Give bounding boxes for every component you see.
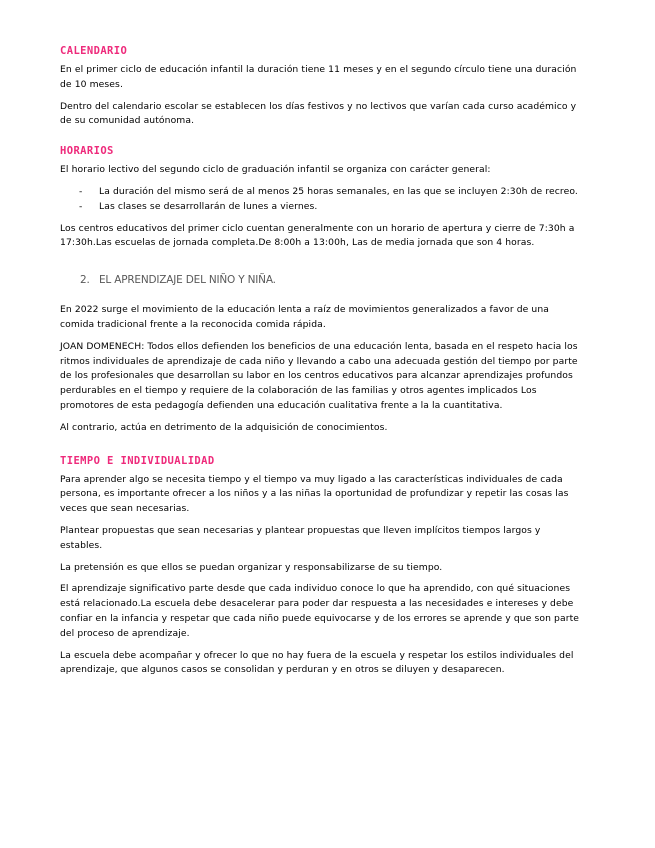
tiempo-paragraph: El aprendizaje significativo parte desde que cada individuo conoce lo que ha aprendido, con qué situaciones está relacionado.La escuela debe desacelerar para poder dar respuesta a las necesidades e intereses y debe confiar en la infancia y respetar que cada niño puede equivocarse y de los errores se aprende y que son parte del proceso de aprendizaje.: [60, 583, 580, 639]
horarios-bullet-list: [60, 185, 580, 215]
heading-calendario: CALENDARIO: [60, 45, 128, 57]
horarios-intro: El horario lectivo del segundo ciclo de graduación infantil se organiza con carácter general:: [60, 164, 491, 176]
calendario-paragraph: Dentro del calendario escolar se establecen los días festivos y no lectivos que varían cada curso académico y de su comunidad autónoma.: [60, 100, 577, 127]
aprendizaje-paragraph: Al contrario, actúa en detrimento de la adquisición de conocimientos.: [60, 421, 388, 433]
heading-horarios: HORARIOS: [60, 145, 114, 158]
list-item-text: Las clases se desarrollarán de lunes a viernes.: [99, 200, 318, 212]
section-horarios: [60, 144, 580, 251]
heading-aprendizaje: [80, 273, 580, 287]
tiempo-paragraph: Para aprender algo se necesita tiempo y el tiempo va muy ligado a las características individuales de cada persona, es importante ofrecer a los niños y a las niñas la oportunidad de profundizar y repetir las cosas las veces que sean necesarias.: [60, 473, 569, 515]
tiempo-paragraph: La pretensión es que ellos se puedan organizar y responsabilizarse de su tiempo.: [60, 561, 443, 573]
tiempo-paragraph: Plantear propuestas que sean necesarias y plantear propuestas que lleven implícitos tiempos largos y estables.: [60, 524, 541, 551]
heading-text: EL APRENDIZAJE DEL NIÑO Y NIÑA.: [99, 274, 276, 287]
aprendizaje-paragraph: En 2022 surge el movimiento de la educación lenta a raíz de movimientos generalizados a favor de una comida tradicional frente a la reconocida comida rápida.: [60, 304, 549, 330]
section-tiempo: [60, 454, 580, 679]
heading-number: 2.: [80, 274, 90, 287]
list-item-text: La duración del mismo será de al menos 25 horas semanales, en las que se incluyen 2:30h de recreo.: [99, 185, 578, 197]
dash-bullet-marker: -: [79, 185, 83, 197]
section-calendario: [60, 44, 580, 129]
aprendizaje-paragraph: JOAN DOMENECH: Todos ellos defienden los beneficios de una educación lenta, basada en el respeto hacia los ritmos individuales de aprendizaje de cada niño y llevando a cabo una adecuada gestión del tiempo por parte de los profesionales que desarrollan su labor en los centros educativos para alcanzar aprendizajes profundos perdurables en el tiempo y requiere de la colaboración de las familias y otros agentes implicados Los promotores de esta pedagogía defienden una educación cualitativa frente a la la cuantitativa.: [60, 340, 578, 411]
heading-tiempo: TIEMPO E INDIVIDUALIDAD: [60, 454, 215, 467]
section-aprendizaje: [60, 273, 580, 435]
list-item: [79, 185, 580, 200]
horarios-closing: Los centros educativos del primer ciclo cuentan generalmente con un horario de apertura y cierre de 7:30h a 17:30h.Las escuelas de jornada completa.De 8:00h a 13:00h, Las de media jornada que son 4 horas.: [60, 222, 575, 249]
dash-bullet-marker: -: [79, 200, 83, 212]
list-item: [79, 200, 580, 215]
tiempo-paragraph: La escuela debe acompañar y ofrecer lo que no hay fuera de la escuela y respetar los estilos individuales del aprendizaje, que algunos casos se consolidan y perduran y en otros se diluyen y desaparecen.: [60, 649, 574, 676]
calendario-paragraph: En el primer ciclo de educación infantil la duración tiene 11 meses y en el segundo círculo tiene una duración de 10 meses.: [60, 64, 577, 90]
